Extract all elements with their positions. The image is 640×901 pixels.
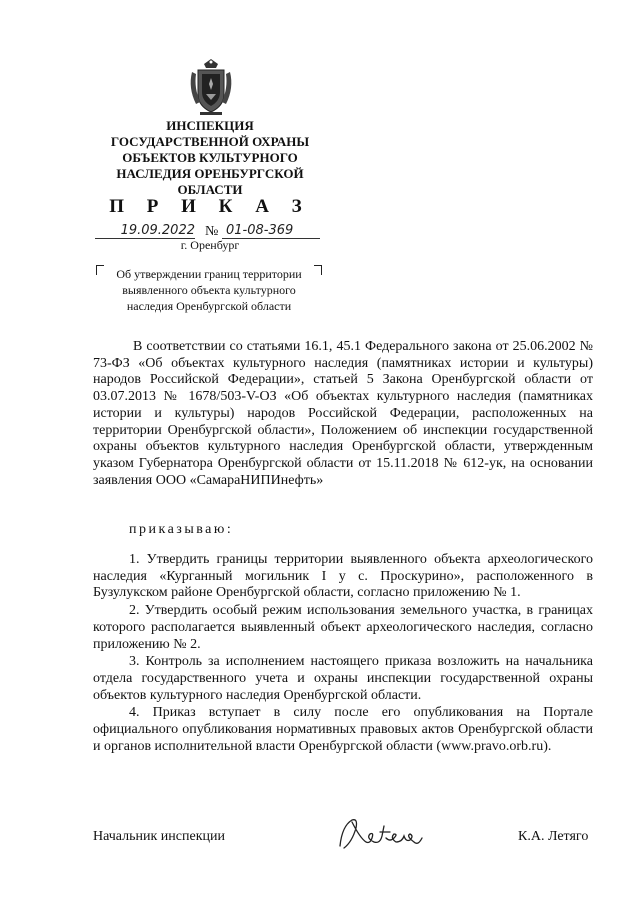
order-items xyxy=(93,552,593,755)
coat-of-arms-icon xyxy=(186,58,236,116)
org-line: ИНСПЕКЦИЯ xyxy=(166,118,254,133)
order-item: 1. Утвердить границы территории выявленного объекта археологического наследия «Курганный могильник I у с. Проскурино», расположенного в Бузулукском районе Оренбургской области, согласно приложению № 1. xyxy=(93,552,593,601)
order-date: 19.09.2022 xyxy=(120,223,195,238)
subject-line: наследия Оренбургской области xyxy=(126,299,292,313)
order-item: 2. Утвердить особый режим использования земельного участка, в границах которого располагается выявленный объект археологического наследия, согласно приложению № 2. xyxy=(93,603,593,652)
organization-name xyxy=(95,118,325,198)
subject-line: выявленного объекта культурного xyxy=(122,283,296,297)
handwritten-signature xyxy=(330,808,430,858)
order-word: приказываю: xyxy=(129,522,234,537)
order-subject xyxy=(96,266,322,314)
signatory-title: Начальник инспекции xyxy=(93,829,225,844)
document-type-title: П Р И К А З xyxy=(109,196,311,217)
subject-line: Об утверждении границ территории xyxy=(116,267,302,281)
org-line: ОБЛАСТИ xyxy=(177,182,243,197)
org-line: ГОСУДАРСТВЕННОЙ ОХРАНЫ xyxy=(110,134,310,149)
org-line: ОБЪЕКТОВ КУЛЬТУРНОГО xyxy=(122,150,298,165)
signatory-name: К.А. Летяго xyxy=(518,829,589,844)
order-item: 3. Контроль за исполнением настоящего приказа возложить на начальника отдела государственного учета и охраны инспекции государственной охраны объектов культурного наследия Оренбургской области. xyxy=(93,654,593,703)
order-number: 01-08-369 xyxy=(226,223,294,238)
order-item: 4. Приказ вступает в силу после его опубликования на Портале официального опубликования нормативных правовых актов Оренбургской области и органов исполнительной власти Оренбургской области (www.pravo.orb.ru). xyxy=(93,705,593,754)
number-sign: № xyxy=(205,224,219,239)
preamble-paragraph: В соответствии со статьями 16.1, 45.1 Федерального закона от 25.06.2002 № 73-ФЗ «Об объектах культурного наследия (памятниках истории и культуры) народов Российской Федерации», статьей 5 Закона Оренбургской области от 03.07.2013 № 1678/503-V-ОЗ «Об объектах культурного наследия (памятниках истории и культуры) народов Российской Федерации, расположенных на территории Оренбургской области», Положением об инспекции государственной охраны объектов культурного наследия Оренбургской области, утвержденным указом Губернатора Оренбургской области от 15.11.2018 № 612-ук, на основании заявления ООО «СамараНИПИнефть» xyxy=(93,339,593,488)
org-line: НАСЛЕДИЯ ОРЕНБУРГСКОЙ xyxy=(116,166,304,181)
city: г. Оренбург xyxy=(180,238,240,252)
